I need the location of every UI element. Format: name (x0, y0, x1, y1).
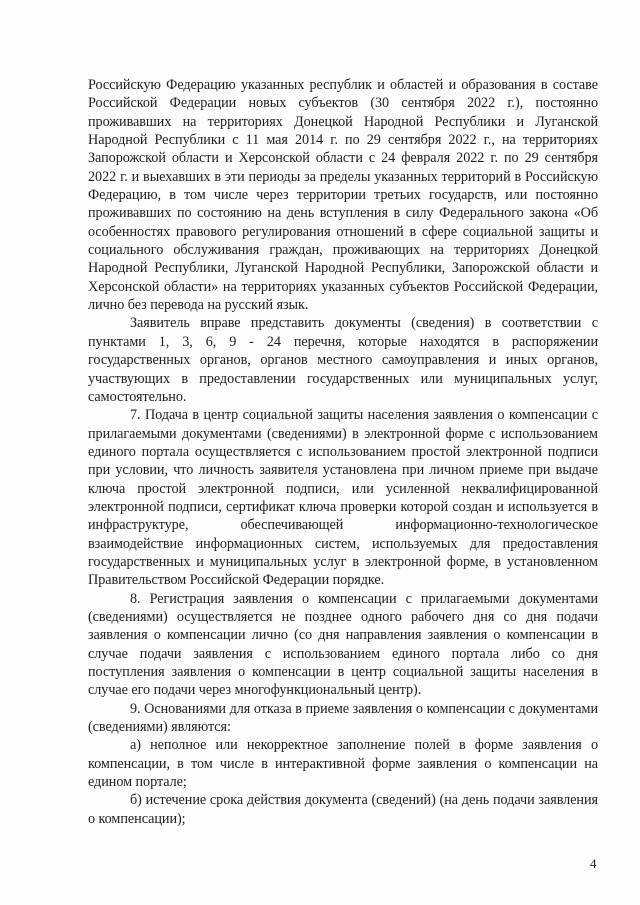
paragraph-item-9: 9. Основаниями для отказа в приеме заявления о компенсации с документами (сведениями) являются: (88, 700, 598, 736)
document-page (88, 76, 598, 828)
page-number: 4 (590, 856, 597, 871)
paragraph-item-7: 7. Подача в центр социальной защиты населения заявления о компенсации с прилагаемыми документами (сведениями) в электронной форме с использованием единого портала осуществляется с использованием простой электронной подписи при условии, что личность заявителя установлена при личном приеме при выдаче ключа простой электронной подписи, или усиленной неквалифицированной электронной подписи, сертификат ключа проверки которой создан и используется в инфраструктуре, обеспечивающей информационно-технологическое взаимодействие информационных систем, используемых для предоставления государственных и муниципальных услуг в электронной форме, в установленном Правительством Российской Федерации порядке. (88, 407, 598, 589)
paragraph-item-9b: б) истечение срока действия документа (сведений) (на день подачи заявления о компенсации); (88, 792, 598, 827)
paragraph-applicant-right: Заявитель вправе представить документы (сведения) в соответствии с пунктами 1, 3, 6, 9 - 24 перечня, которые находятся в распоряжении государственных органов, органов местного самоуправления и иных органов, участвующих в предоставлении государственных или муниципальных услуг, самостоятельно. (88, 315, 598, 405)
paragraph-item-9a: а) неполное или некорректное заполнение полей в форме заявления о компенсации, в том числе в интерактивной форме заявления о компенсации на едином портале; (88, 737, 598, 791)
paragraph-item-8: 8. Регистрация заявления о компенсации с прилагаемыми документами (сведениями) осуществляется не позднее одного рабочего дня со дня подачи заявления о компенсации лично (со дня направления заявления о компенсации в случае подачи заявления с использованием единого портала либо со дня поступления заявления о компенсации в центр социальной защиты населения в случае его подачи через многофункциональный центр). (88, 590, 598, 699)
paragraph-continuation: Российскую Федерацию указанных республик и областей и образования в составе Российской Федерации новых субъектов (30 сентября 2022 г.), постоянно проживавших на территориях Донецкой Народной Республики и Луганской Народной Республики с 11 мая 2014 г. по 29 сентября 2022 г., на территориях Запорожской области и Херсонской области с 24 февраля 2022 г. по 29 сентября 2022 г. и выехавших в эти периоды за пределы указанных территорий в Российскую Федерацию, в том числе через территории третьих государств, или постоянно проживавших по состоянию на день вступления в силу Федерального закона «Об особенностях правового регулирования отношений в сфере социальной защиты и социального обслуживания граждан, проживающих на территориях Донецкой Народной Республики, Луганской Народной Республики, Запорожской области и Херсонской области» на территориях указанных субъектов Российской Федерации, лично без перевода на русский язык. (88, 77, 598, 314)
